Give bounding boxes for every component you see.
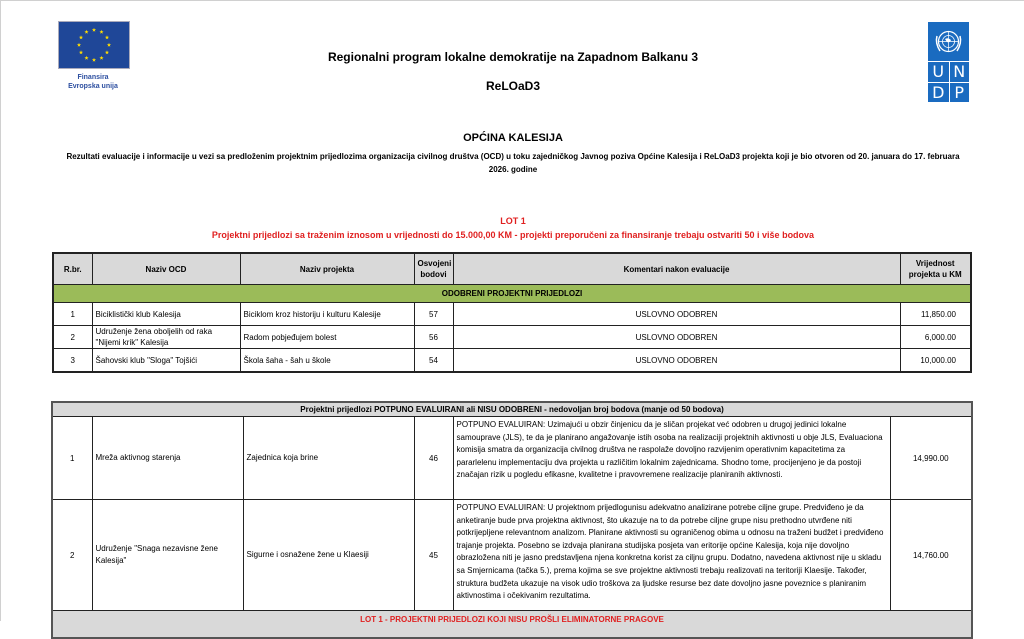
row-number: 2: [52, 500, 92, 611]
undp-letter: D: [928, 82, 949, 103]
points: 57: [414, 303, 453, 326]
col-header-ocd: Naziv OCD: [92, 253, 240, 285]
project-name: Zajednica koja brine: [243, 417, 414, 500]
undp-letters: [928, 61, 969, 102]
col-header-project: Naziv projekta: [240, 253, 414, 285]
eu-star-icon: [99, 30, 103, 34]
table-row: [53, 349, 971, 373]
project-value: 14,760.00: [890, 500, 972, 611]
eu-star-icon: [107, 43, 111, 47]
row-number: 1: [53, 303, 92, 326]
table-row: [52, 417, 972, 500]
eu-star-icon: [105, 35, 109, 39]
ocd-name: Udruženje žena oboljelih od raka "Nijemi krik" Kalesija: [92, 326, 240, 349]
points: 54: [414, 349, 453, 373]
row-number: 3: [53, 349, 92, 373]
project-value: 14,990.00: [890, 417, 972, 500]
eliminated-section-label: LOT 1 - PROJEKTNI PRIJEDLOZI KOJI NISU PROŠLI ELIMINATORNE PRAGOVE: [52, 611, 972, 639]
municipality-title: OPĆINA KALESIJA: [463, 132, 563, 144]
rejected-section-label: Projektni prijedlozi POTPUNO EVALUIRANI ali NISU ODOBRENI - nedovoljan broj bodova (manje od 50 bodova): [52, 402, 972, 417]
col-header-value: Vrijednost projekta u KM: [900, 253, 971, 285]
table-row: [53, 326, 971, 349]
eu-caption-line2: Evropska unija: [68, 83, 118, 90]
undp-letter: N: [949, 61, 970, 82]
evaluation-comment: USLOVNO ODOBREN: [453, 303, 900, 326]
project-value: 10,000.00: [900, 349, 971, 373]
rejected-projects-table: [51, 401, 973, 639]
row-number: 1: [52, 417, 92, 500]
un-emblem-icon: [933, 26, 964, 57]
ocd-name: Šahovski klub "Sloga" Tojšići: [92, 349, 240, 373]
approved-projects-table: [52, 252, 972, 373]
evaluation-comment: USLOVNO ODOBREN: [453, 349, 900, 373]
ocd-name: Biciklistički klub Kalesija: [92, 303, 240, 326]
undp-letter: P: [949, 82, 970, 103]
lot-title: LOT 1: [500, 216, 526, 226]
eu-star-icon: [92, 28, 96, 32]
points: 56: [414, 326, 453, 349]
approved-section-label: ODOBRENI PROJEKTNI PRIJEDLOZI: [53, 285, 971, 303]
ocd-name: Mreža aktivnog starenja: [92, 417, 243, 500]
approved-section-row: [53, 285, 971, 303]
ocd-name: Udruženje "Snaga nezavisne žene Kalesija": [92, 500, 243, 611]
undp-letter: U: [928, 61, 949, 82]
eliminated-section-row: [52, 611, 972, 639]
evaluation-comment: USLOVNO ODOBREN: [453, 326, 900, 349]
project-name: Škola šaha - šah u škole: [240, 349, 414, 373]
program-title: Regionalni program lokalne demokratije na Zapadnom Balkanu 3: [327, 50, 699, 64]
points: 45: [414, 500, 453, 611]
row-number: 2: [53, 326, 92, 349]
table-header-row: [53, 253, 971, 285]
col-header-comments: Komentari nakon evaluacije: [453, 253, 900, 285]
points: 46: [414, 417, 453, 500]
intro-text: Rezultati evaluacije i informacije u vezi sa predloženim projektnim prijedlozima organizacija civilnog društva (OCD) u toku zajedničkog Javnog poziva Općine Kalesija i ReLOaD3 projekta koji je bio otvoren od 20. januara do 17. februara 2026. godine: [66, 152, 960, 174]
eu-star-icon: [84, 30, 88, 34]
eu-caption-line1: Finansira: [77, 74, 109, 81]
project-name: Biciklom kroz historiju i kulturu Kalesije: [240, 303, 414, 326]
col-header-no: R.br.: [53, 253, 92, 285]
project-value: 6,000.00: [900, 326, 971, 349]
program-acronym: ReLOaD3: [485, 79, 541, 93]
project-name: Sigurne i osnažene žene u Klaesiji: [243, 500, 414, 611]
table-row: [52, 500, 972, 611]
lot-subtitle: Projektni prijedlozi sa traženim iznosom u vrijednosti do 15.000,00 KM - projekti preporučeni za finansiranje trebaju ostvariti 50 i više bodova: [211, 230, 815, 240]
evaluation-comment: POTPUNO EVALUIRAN: U projektnom prijedlogunisu adekvatno analizirane potrebe ciljne grupe. Predviđeno je da anketiranje bude prva projektna aktivnost, što ukazuje na to da potrebe ciljne grupe nisu prethodno utvrđene niti potkrijepljene relevantnom analizom. Planirane aktivnosti su ograničenog obima u odnosu na traženi budžet i predviđeno trajanje projekta. Posebno se izdvaja planirana studijska posjeta van eritorije općine Kalesija, koja nije dovoljno obrazložena niti je jasno predstavljena njena konkretna korist za ciljnu grupu. Dodatno, navedena aktivnost nije u skladu sa Smjernicama (tačka 5.), prema kojima se sve projektne aktivnosti trebaju realizovati na teritoriji Klaesije. Također, struktura budžeta ukazuje na visok udio troškova za ljudske resurse bez date dovoljno jasne poveznice s planiranim aktivnostima i očekivanim rezultatima.: [453, 500, 890, 611]
eu-star-icon: [77, 43, 81, 47]
eu-star-icon: [79, 35, 83, 39]
project-name: Radom pobjeđujem bolest: [240, 326, 414, 349]
table-row: [53, 303, 971, 326]
undp-logo: [928, 22, 969, 102]
evaluation-comment: POTPUNO EVALUIRAN: Uzimajući u obzir činjenicu da je sličan projekat već odobren u drugoj jedinici lokalne samouprave (JLS), te da je planirano angažovanje istih osoba na realizaciji projektnih aktivnosti u obje JLS, Evaluaciona komisija smatra da organizacija civilnog društva ne raspolaže dovoljno razvijenim operativnim kapacitetima za pararlelenu implementaciju dva projekta u različitim lokalnim zajednicama. Shodno tome, procijenjeno je da postoji značajan rizik u pogledu efikasne, kvalitetne i pravovremene realizacije planiranih aktivnosti.: [453, 417, 890, 500]
rejected-section-row: [52, 402, 972, 417]
col-header-points: Osvojeni bodovi: [414, 253, 453, 285]
project-value: 11,850.00: [900, 303, 971, 326]
